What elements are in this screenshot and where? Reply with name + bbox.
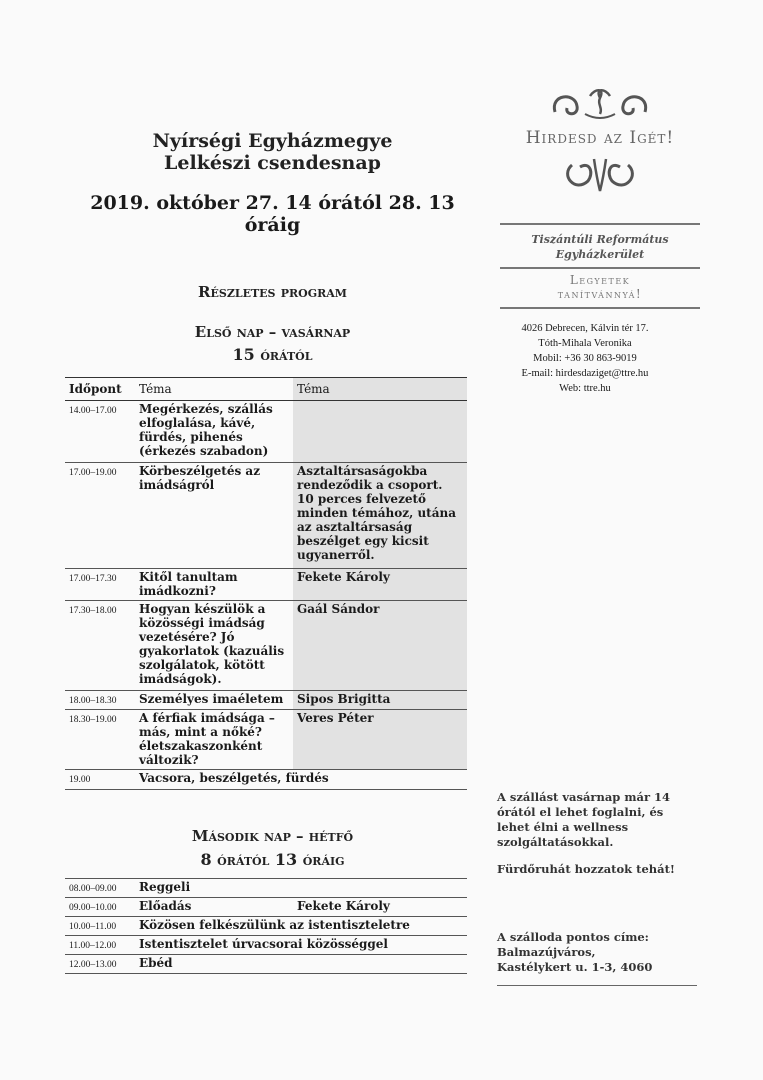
row-topic: Előadás [135,898,293,917]
day2-heading-line2: 8 órától 13 óráig [200,850,345,869]
row-topic: Személyes imaéletem [135,691,293,710]
contact-mobile: Mobil: +36 30 863-9019 [533,353,637,364]
note-accommodation: A szállást vasárnap már 14 órától el lehet foglalni, és lehet élni a wellness szolgáltatásokkal. [497,790,671,849]
row-extra: Asztaltársaságokba rendeződik a csoport. 10 perces felvezető minden témához, utána az asztaltársaság beszélget egy kicsit ugyanerről. [293,463,467,569]
org-line1: Tiszántúli Református [531,233,669,246]
table-row [65,569,467,601]
row-time: 17.00–19.00 [65,463,135,569]
row-topic: Ebéd [135,955,467,974]
hotel-address-line2: Balmazújváros, [497,945,596,959]
row-topic: Vacsora, beszélgetés, fürdés [135,770,467,790]
divider [500,307,700,309]
org-name [500,232,700,262]
day2-heading-line1: Második nap – hétfő [191,827,354,845]
table-row [65,770,467,790]
row-time: 18.30–19.00 [65,710,135,770]
row-extra [293,401,467,463]
row-topic: A férfiak imádsága – más, mint a nőké? életszakaszonként változik? [135,710,293,770]
divider [497,985,697,986]
row-time: 14.00–17.00 [65,401,135,463]
row-time: 17.00–17.30 [65,569,135,601]
col-header-time: Időpont [65,378,135,401]
ornament-bottom-icon [560,155,640,195]
table-row [65,463,467,569]
divider [500,223,700,225]
note-swimwear: Fürdőruhát hozzatok tehát! [497,862,675,876]
title-line2: Lelkészi csendesnap [164,152,381,174]
table-row [65,936,467,955]
ornament-top-icon [545,84,655,124]
row-topic: Reggeli [135,879,467,898]
table-row [65,601,467,691]
table-row [65,917,467,936]
col-header-topic: Téma [135,378,293,401]
table-row [65,401,467,463]
motto-line2: tanítvánnyá! [557,287,643,301]
table-row [65,955,467,974]
contact-block [490,321,680,396]
table-row [65,879,467,898]
table-header-row [65,378,467,401]
row-topic: Körbeszélgetés az imádságról [135,463,293,569]
note-hotel-address [497,930,697,975]
row-extra: Fekete Károly [293,569,467,601]
table-row [65,898,467,917]
contact-name: Tóth-Mihala Veronika [538,338,632,349]
row-time: 12.00–13.00 [65,955,135,974]
row-extra: Fekete Károly [293,898,467,917]
hotel-address-line1: A szálloda pontos címe: [497,930,649,944]
row-time: 18.00–18.30 [65,691,135,710]
row-topic: Megérkezés, szállás elfoglalása, kávé, fürdés, pihenés (érkezés szabadon) [135,401,293,463]
row-time: 19.00 [65,770,135,790]
row-extra: Veres Péter [293,710,467,770]
col-header-topic2: Téma [293,378,467,401]
title-line1: Nyírségi Egyházmegye [152,130,393,152]
day1-heading-line2: 15 órától [232,345,313,364]
day2-table [65,878,467,974]
motto-line1: Legyetek [569,273,631,287]
row-topic: Kitől tanultam imádkozni? [135,569,293,601]
motto [500,273,700,301]
row-time: 17.30–18.00 [65,601,135,691]
divider [500,267,700,269]
contact-address: 4026 Debrecen, Kálvin tér 17. [521,323,649,334]
row-time: 11.00–12.00 [65,936,135,955]
row-time: 09.00–10.00 [65,898,135,917]
row-topic: Istentisztelet úrvacsorai közösséggel [135,936,467,955]
logo-text: Hirdesd az Igét! [525,128,675,148]
row-time: 10.00–11.00 [65,917,135,936]
row-topic: Hogyan készülök a közösségi imádság vezetésére? Jó gyakorlatok (kazuális szolgálatok, kötött imádságok). [135,601,293,691]
program-heading: Részletes program [198,283,347,301]
table-row [65,710,467,770]
org-line2: Egyházkerület [555,248,645,261]
table-row [65,691,467,710]
row-extra: Sipos Brigitta [293,691,467,710]
day1-heading-line1: Első nap – vasárnap [194,323,351,341]
row-extra: Gaál Sándor [293,601,467,691]
contact-web: Web: ttre.hu [559,383,611,394]
event-date: 2019. október 27. 14 órától 28. 13 óráig [90,192,455,236]
row-topic: Közösen felkészülünk az istentiszteletre [135,917,467,936]
contact-email: E-mail: hirdesdaziget@ttre.hu [521,368,649,379]
row-time: 08.00–09.00 [65,879,135,898]
day1-table [65,377,467,790]
hotel-address-line3: Kastélykert u. 1-3, 4060 [497,960,653,974]
